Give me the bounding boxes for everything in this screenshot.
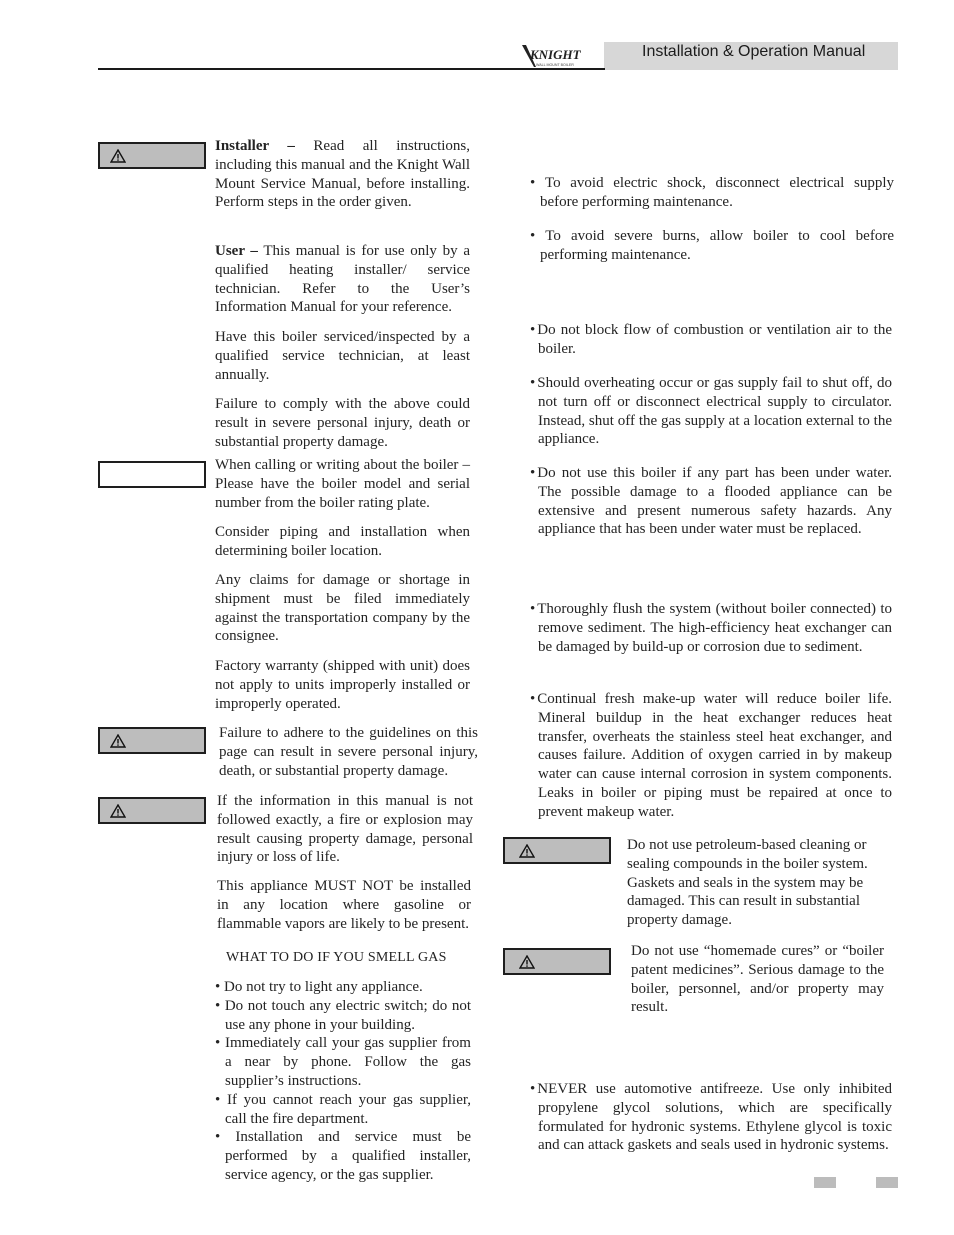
antifreeze-item: • NEVER use automotive antifreeze. Use only inhibited propylene glycol solutions, which are specifically formulated for hydronic systems. Ethylene glycol is toxic and can attack gaskets and seals used in hydronic systems. xyxy=(530,1080,892,1155)
calling-paragraph: When calling or writing about the boiler – Please have the boiler model and serial number from the boiler rating plate. xyxy=(215,457,470,511)
installer-text: Read all instructions, including this manual and the Knight Wall Mount Service Manual, before installing. Perform steps in the order given. xyxy=(215,138,470,211)
warning-triangle-icon xyxy=(519,844,535,858)
flush-item: • Thoroughly flush the system (without boiler connected) to remove sediment. The high-efficiency heat exchanger can be damaged by build-up or corrosion due to sediment. xyxy=(530,600,892,656)
warning-box xyxy=(98,727,206,754)
overheat-item: • Should overheating occur or gas supply fail to shut off, do not turn off or disconnect electrical supply to circulator. Instead, shut off the gas supply at a location external to the appliance. xyxy=(530,374,892,449)
list-item: • Do not touch any electric switch; do not use any phone in your building. xyxy=(215,997,471,1035)
failure-paragraph: Failure to comply with the above could result in severe personal injury, death or substantial property damage. xyxy=(215,396,470,450)
homemade-paragraph: Do not use “homemade cures” or “boiler patent medicines”. Serious damage to the boiler, personnel, and/or property may result. xyxy=(631,943,884,1016)
smell-gas-heading: WHAT TO DO IF YOU SMELL GAS xyxy=(226,950,447,965)
smell-gas-list xyxy=(215,978,471,1185)
logo-text: KNIGHT xyxy=(530,47,581,62)
user-paragraph xyxy=(215,242,470,317)
logo-subtext: WALL MOUNT BOILER xyxy=(536,63,574,67)
installer-paragraph xyxy=(215,137,470,212)
page-tab-right xyxy=(876,1177,898,1188)
warning-box xyxy=(98,142,206,169)
page-tab-left xyxy=(814,1177,836,1188)
header-title: Installation & Operation Manual xyxy=(642,43,866,60)
makeup-item: • Continual fresh make-up water will reduce boiler life. Mineral buildup in the heat exchanger reduces heat transfer, overheats the stainless steel heat exchanger, and causes failure. Addition of oxygen carried in by makeup water can cause internal corrosion in system components. Leaks in boiler or piping must be repaired at once to prevent makeup water. xyxy=(530,690,892,822)
petroleum-paragraph: Do not use petroleum-based cleaning or sealing compounds in the boiler system. Gaskets and seals in the system may be damaged. This can result in substantial property damage. xyxy=(627,837,868,929)
service-paragraph: Have this boiler serviced/inspected by a qualified service technician, at least annually. xyxy=(215,329,470,383)
warranty-paragraph: Factory warranty (shipped with unit) does not apply to units improperly installed or improperly operated. xyxy=(215,658,470,712)
list-item: • If you cannot reach your gas supplier, call the fire department. xyxy=(215,1091,471,1129)
warning-triangle-icon xyxy=(110,149,126,163)
knight-logo xyxy=(520,42,592,70)
warning-box xyxy=(503,948,611,975)
list-item: • Do not try to light any appliance. xyxy=(215,978,471,997)
warning-box xyxy=(503,837,611,864)
maint-item: • To avoid electric shock, disconnect electrical supply before performing maintenance. xyxy=(530,174,894,212)
fire-paragraph: If the information in this manual is not followed exactly, a fire or explosion may result causing property damage, personal injury or loss of life. xyxy=(217,793,473,866)
guidelines-paragraph: Failure to adhere to the guidelines on this page can result in severe personal injury, death, or substantial property damage. xyxy=(219,725,478,779)
installer-label: Installer – xyxy=(215,138,295,154)
user-label: User – xyxy=(215,243,258,259)
warning-triangle-icon xyxy=(110,734,126,748)
maint-item: • To avoid severe burns, allow boiler to cool before performing maintenance. xyxy=(530,227,894,265)
claims-paragraph: Any claims for damage or shortage in shipment must be filed immediately against the transportation company by the consignee. xyxy=(215,572,470,645)
user-text: This manual is for use only by a qualified heating installer/ service technician. Refer to the User’s Information Manual for your reference. xyxy=(215,243,470,316)
gasoline-paragraph: This appliance MUST NOT be installed in any location where gasoline or flammable vapors are likely to be present. xyxy=(217,878,471,932)
water-item: • Do not use this boiler if any part has been under water. The possible damage to a flooded appliance can be extensive and present numerous safety hazards. Any appliance that has been under water must be replaced. xyxy=(530,464,892,539)
notice-box xyxy=(98,461,206,488)
warning-triangle-icon xyxy=(110,804,126,818)
warning-triangle-icon xyxy=(519,955,535,969)
air-item: • Do not block flow of combustion or ventilation air to the boiler. xyxy=(530,321,892,359)
piping-paragraph: Consider piping and installation when determining boiler location. xyxy=(215,524,470,559)
warning-box xyxy=(98,797,206,824)
list-item: • Installation and service must be performed by a qualified installer, service agency, or the gas supplier. xyxy=(215,1128,471,1184)
list-item: • Immediately call your gas supplier from a near by phone. Follow the gas supplier’s instructions. xyxy=(215,1034,471,1090)
